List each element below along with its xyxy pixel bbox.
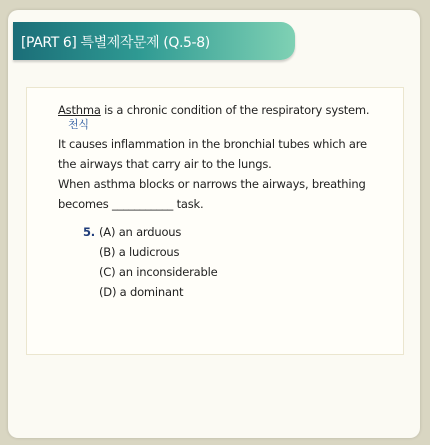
page-title: [PART 6] 특별제작문제 (Q.5-8) [21,35,210,51]
title-bar [13,22,295,60]
vocab-word[interactable]: Asthma [58,103,101,117]
passage-line-4: When asthma blocks or narrows the airways, breathing [58,177,366,191]
passage-line-2: It causes inflammation in the bronchial tubes which are [58,137,367,151]
passage-line-1 [58,100,398,120]
vocab-gloss: 천식 [68,118,89,131]
question-panel [26,87,404,355]
passage-line-1-rest: is a chronic condition of the respiratory system. [100,103,370,117]
passage-line-3: the airways that carry air to the lungs. [58,157,272,171]
option-d[interactable]: (D) a dominant [99,285,184,299]
option-b[interactable]: (B) a ludicrous [99,245,180,259]
passage [58,100,398,214]
option-a[interactable]: (A) an arduous [99,225,182,239]
option-c[interactable]: (C) an inconsiderable [99,265,218,279]
question-number: 5. [83,225,95,239]
passage-line-5: becomes ___________ task. [58,197,204,211]
